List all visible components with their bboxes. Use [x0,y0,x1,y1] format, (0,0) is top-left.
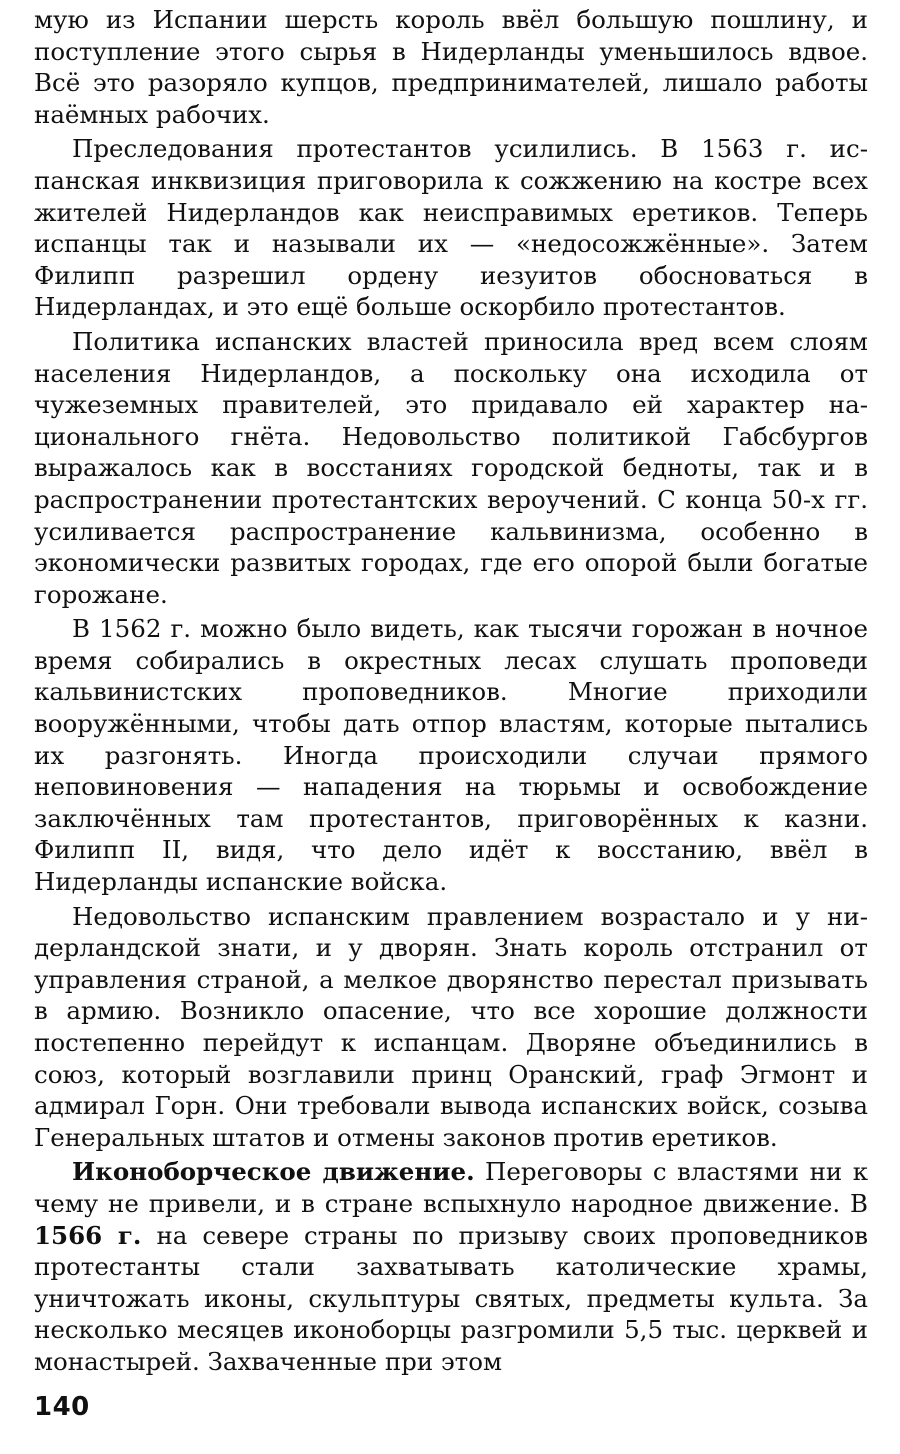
paragraph-6 [34,1156,868,1377]
paragraph-5 [34,901,868,1154]
paragraph-1 [34,4,868,130]
paragraph-4-text: В 1562 г. можно было видеть, как тысячи горожан в ночное время собирались в окрестных лесах слушать проповеди кальвинистских проповедников. Многие приходили вооружёнными, чтобы дать отпор властям, которые пытались их разгонять. Иногда происходили случаи прямого неповиновения — нападения на тюрьмы и освобождение заключённых там протестантов, приговорённых к казни. Филипп II, видя, что дело идёт к восстанию, ввёл в Нидерланды испанские войска. [34,614,868,897]
paragraph-5-text: Недовольство испанским правлением возрастало и у нидерландской знати, и у дворян. Знать король отстранил от управления страной, а мелкое дворянство перестал призывать в армию. Возникло опасение, что все хорошие должности постепенно перейдут к испанцам. Дворяне объединились в союз, который возглавили принц Оранский, граф Эгмонт и адмирал Горн. Они требовали вывода испанских войск, созыва Генеральных штатов и отмены законов против еретиков. [34,901,868,1152]
paragraph-1-text: мую из Испании шерсть король ввёл большую пошлину, и поступление этого сырья в Нидерланды уменьшилось вдвое. Всё это разоряло купцов, предпринимателей, лишало работы наёмных рабочих. [34,5,868,129]
section-heading: Иконоборческое движение. [72,1157,475,1187]
paragraph-6-text-b: на севере страны по призыву своих проповедников протестанты стали захватывать католические храмы, уничтожать иконы, скульптуры святых, предметы культа. За несколько месяцев иконоборцы разгромили 5,5 тыс. церквей и монастырей. Захваченные при этом [34,1220,869,1376]
paragraph-3 [34,326,868,610]
paragraph-3-text: Политика испанских властей приносила вред всем слоям населения Нидерландов, а поскольку она исходила от чужеземных правителей, это придавало ей характер национального гнёта. Недовольство политикой Габсбургов выражалось как в восстаниях городской бедноты, так и в распространении протестантских вероучений. С конца 50-х гг. усиливается распространение кальвинизма, особенно в экономически развитых городах, где его опорой были богатые горожане. [34,326,868,609]
page-number: 140 [34,1392,90,1422]
page-body [34,4,868,1378]
paragraph-2 [34,133,868,323]
paragraph-6-text-a: Переговоры с властями ни к чему не привели, и в стране вспыхнуло народное движение. В [34,1157,869,1218]
paragraph-4 [34,613,868,897]
paragraph-2-text: Преследования протестантов усилились. В 1563 г. испанская инквизиция приговорила к сожжению на костре всех жителей Нидерландов как неисправимых еретиков. Теперь испанцы так и называли их — «недосожжённые». Затем Филипп разрешил ордену иезуитов обосноваться в Нидерландах, и это ещё больше оскорбило протестантов. [34,134,868,322]
highlighted-year: 1566 г. [34,1220,142,1250]
